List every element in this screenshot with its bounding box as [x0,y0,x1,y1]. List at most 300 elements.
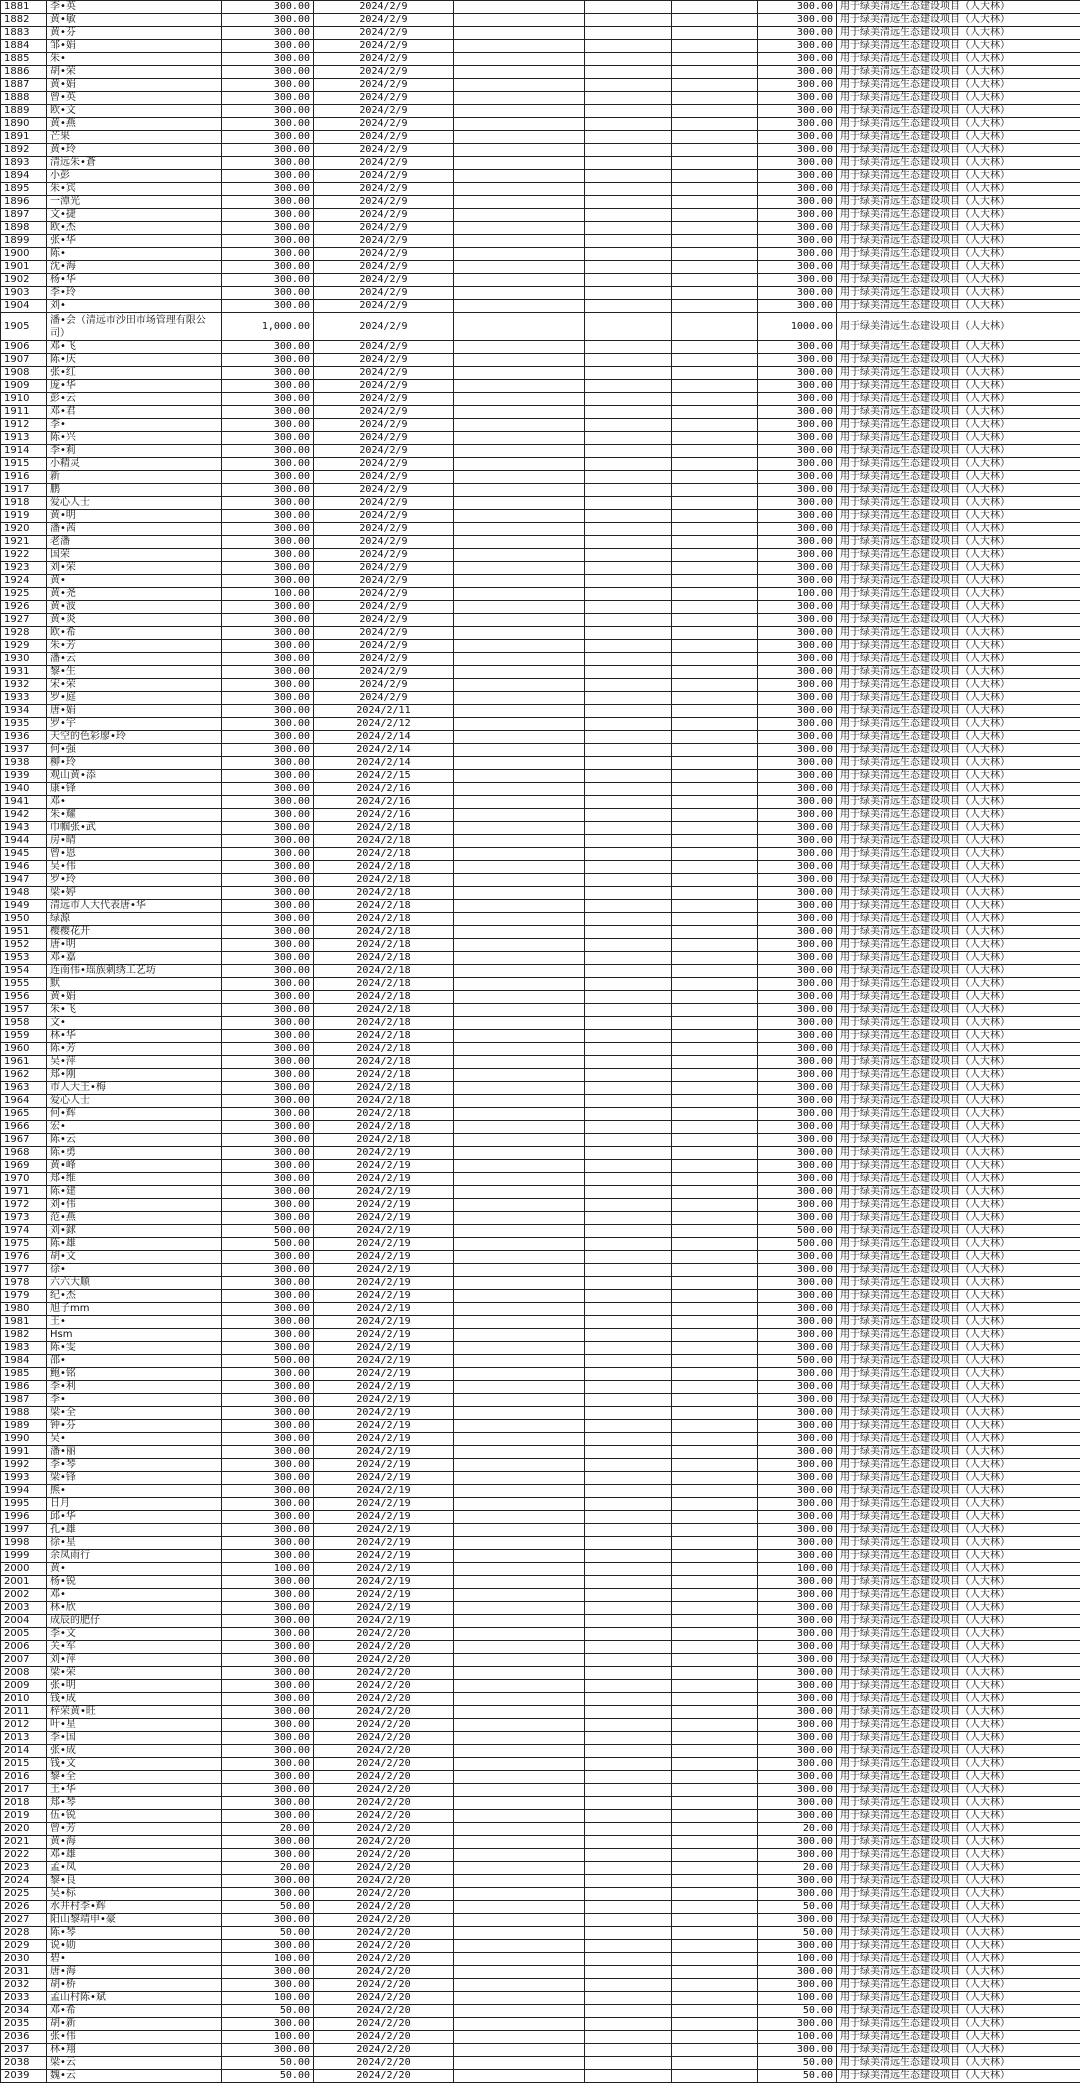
blank-cell [585,1524,672,1537]
blank-cell [585,40,672,53]
donor-name: 林•翔 [47,2044,222,2057]
donation-amount: 300.00 [222,1589,314,1602]
donor-name: 郑•刚 [47,1069,222,1082]
blank-cell [454,1186,585,1199]
row-number: 1973 [1,1212,47,1225]
row-number: 1981 [1,1316,47,1329]
used-amount: 300.00 [758,1680,837,1693]
blank-cell [585,627,672,640]
donation-date: 2024/2/20 [314,1758,454,1771]
table-row [1,1797,1080,1810]
donor-name: 新 [47,471,222,484]
blank-cell [585,1381,672,1394]
donor-name: 李• [47,419,222,432]
row-number: 1978 [1,1277,47,1290]
donor-name: 徐•星 [47,1537,222,1550]
donation-date: 2024/2/20 [314,1810,454,1823]
donor-name: 黄•燕 [47,118,222,131]
blank-cell [585,1056,672,1069]
donation-amount: 300.00 [222,287,314,300]
donation-amount: 300.00 [222,170,314,183]
donation-amount: 300.00 [222,627,314,640]
blank-cell [585,1836,672,1849]
purpose-cell: 用于绿美清远生态建设项目（人大林） [837,1771,1080,1784]
donor-name: 梁•荣 [47,1667,222,1680]
purpose-cell: 用于绿美清远生态建设项目（人大林） [837,991,1080,1004]
table-row [1,1173,1080,1186]
purpose-cell: 用于绿美清远生态建设项目（人大林） [837,1264,1080,1277]
donation-date: 2024/2/9 [314,157,454,170]
donation-amount: 300.00 [222,796,314,809]
row-number: 1965 [1,1108,47,1121]
donor-name: 黄•敏 [47,14,222,27]
blank-cell [672,1225,758,1238]
purpose-cell: 用于绿美清远生态建设项目（人大林） [837,1225,1080,1238]
row-number: 1911 [1,406,47,419]
purpose-cell: 用于绿美清远生态建设项目（人大林） [837,1550,1080,1563]
blank-cell [454,209,585,222]
donation-amount: 300.00 [222,1524,314,1537]
purpose-cell: 用于绿美清远生态建设项目（人大林） [837,1498,1080,1511]
blank-cell [454,926,585,939]
donation-date: 2024/2/9 [314,679,454,692]
donation-amount: 300.00 [222,1537,314,1550]
donation-amount: 300.00 [222,209,314,222]
donation-date: 2024/2/9 [314,601,454,614]
table-row [1,484,1080,497]
blank-cell [454,1628,585,1641]
donation-amount: 300.00 [222,1745,314,1758]
table-row [1,1082,1080,1095]
table-row [1,1849,1080,1862]
donor-name: 李•利 [47,1381,222,1394]
row-number: 1946 [1,861,47,874]
blank-cell [454,887,585,900]
row-number: 2015 [1,1758,47,1771]
used-amount: 300.00 [758,1160,837,1173]
used-amount: 300.00 [758,471,837,484]
donation-date: 2024/2/19 [314,1589,454,1602]
blank-cell [454,1680,585,1693]
purpose-cell: 用于绿美清远生态建设项目（人大林） [837,471,1080,484]
table-row [1,209,1080,222]
blank-cell [672,1693,758,1706]
blank-cell [672,1914,758,1927]
donor-name: 纪•杰 [47,1290,222,1303]
donation-date: 2024/2/9 [314,222,454,235]
table-row [1,157,1080,170]
blank-cell [454,848,585,861]
donation-date: 2024/2/20 [314,1875,454,1888]
purpose-cell: 用于绿美清远生态建设项目（人大林） [837,354,1080,367]
blank-cell [672,92,758,105]
blank-cell [672,144,758,157]
donation-amount: 300.00 [222,1277,314,1290]
purpose-cell: 用于绿美清远生态建设项目（人大林） [837,1017,1080,1030]
blank-cell [585,1784,672,1797]
donation-date: 2024/2/9 [314,640,454,653]
donor-name: 魏•云 [47,2070,222,2083]
blank-cell [672,1797,758,1810]
purpose-cell: 用于绿美清远生态建设项目（人大林） [837,1914,1080,1927]
blank-cell [454,1615,585,1628]
donation-amount: 100.00 [222,1563,314,1576]
table-row [1,1420,1080,1433]
table-row [1,1277,1080,1290]
purpose-cell: 用于绿美清远生态建设项目（人大林） [837,1407,1080,1420]
donor-name: 孟•凤 [47,1862,222,1875]
table-row [1,406,1080,419]
donation-date: 2024/2/9 [314,118,454,131]
table-row [1,196,1080,209]
donor-name: 文• [47,1017,222,1030]
donation-amount: 300.00 [222,1251,314,1264]
used-amount: 300.00 [758,1277,837,1290]
row-number: 1886 [1,66,47,79]
blank-cell [585,1615,672,1628]
used-amount: 50.00 [758,1927,837,1940]
blank-cell [454,952,585,965]
used-amount: 300.00 [758,1615,837,1628]
donation-amount: 300.00 [222,1654,314,1667]
donor-name: 胡•荣 [47,66,222,79]
purpose-cell: 用于绿美清远生态建设项目（人大林） [837,1784,1080,1797]
donation-amount: 300.00 [222,1784,314,1797]
used-amount: 300.00 [758,861,837,874]
blank-cell [585,2057,672,2070]
donation-amount: 300.00 [222,432,314,445]
table-row [1,105,1080,118]
donation-date: 2024/2/9 [314,692,454,705]
donor-name: 黄•炎 [47,614,222,627]
used-amount: 300.00 [758,705,837,718]
blank-cell [585,783,672,796]
donation-date: 2024/2/19 [314,1394,454,1407]
used-amount: 300.00 [758,926,837,939]
donor-name: 钟•芬 [47,1420,222,1433]
blank-cell [585,209,672,222]
used-amount: 300.00 [758,235,837,248]
blank-cell [454,1875,585,1888]
blank-cell [672,666,758,679]
blank-cell [585,1420,672,1433]
purpose-cell: 用于绿美清远生态建设项目（人大林） [837,2057,1080,2070]
donor-name: 王•华 [47,1784,222,1797]
blank-cell [454,1784,585,1797]
blank-cell [454,835,585,848]
purpose-cell: 用于绿美清远生态建设项目（人大林） [837,131,1080,144]
donor-name: 黄• [47,575,222,588]
donor-name: 李• [47,1394,222,1407]
blank-cell [585,1108,672,1121]
donor-name: 梓荣黄•旺 [47,1706,222,1719]
purpose-cell: 用于绿美清远生态建设项目（人大林） [837,1446,1080,1459]
blank-cell [672,835,758,848]
table-row [1,300,1080,313]
purpose-cell: 用于绿美清远生态建设项目（人大林） [837,1095,1080,1108]
blank-cell [585,1485,672,1498]
blank-cell [672,2005,758,2018]
table-row [1,1251,1080,1264]
table-row [1,1680,1080,1693]
table-row [1,1888,1080,1901]
donation-date: 2024/2/9 [314,549,454,562]
donor-name: 黎•全 [47,1771,222,1784]
row-number: 1900 [1,248,47,261]
used-amount: 300.00 [758,549,837,562]
donor-name: 小彭 [47,170,222,183]
blank-cell [585,432,672,445]
donation-amount: 300.00 [222,1693,314,1706]
blank-cell [454,822,585,835]
blank-cell [672,809,758,822]
blank-cell [454,1,585,14]
blank-cell [672,131,758,144]
blank-cell [585,105,672,118]
donation-date: 2024/2/9 [314,445,454,458]
blank-cell [454,991,585,1004]
donation-date: 2024/2/19 [314,1160,454,1173]
table-row [1,1043,1080,1056]
donor-name: 唐•海 [47,1966,222,1979]
blank-cell [672,1329,758,1342]
table-row [1,588,1080,601]
donation-date: 2024/2/14 [314,731,454,744]
blank-cell [454,1368,585,1381]
table-row [1,445,1080,458]
purpose-cell: 用于绿美清远生态建设项目（人大林） [837,196,1080,209]
purpose-cell: 用于绿美清远生态建设项目（人大林） [837,1797,1080,1810]
table-row [1,1901,1080,1914]
row-number: 1976 [1,1251,47,1264]
blank-cell [672,1,758,14]
table-row [1,1589,1080,1602]
blank-cell [672,874,758,887]
blank-cell [454,1992,585,2005]
blank-cell [672,1420,758,1433]
blank-cell [454,978,585,991]
row-number: 2028 [1,1927,47,1940]
blank-cell [454,27,585,40]
row-number: 1956 [1,991,47,1004]
blank-cell [454,1381,585,1394]
donation-amount: 300.00 [222,1615,314,1628]
used-amount: 300.00 [758,40,837,53]
donation-amount: 100.00 [222,2031,314,2044]
blank-cell [672,1446,758,1459]
blank-cell [454,53,585,66]
used-amount: 300.00 [758,1537,837,1550]
row-number: 2012 [1,1719,47,1732]
table-row [1,1446,1080,1459]
blank-cell [585,1251,672,1264]
blank-cell [454,1303,585,1316]
row-number: 1928 [1,627,47,640]
table-row [1,640,1080,653]
used-amount: 300.00 [758,261,837,274]
blank-cell [585,14,672,27]
blank-cell [454,1654,585,1667]
blank-cell [672,1654,758,1667]
used-amount: 300.00 [758,1550,837,1563]
purpose-cell: 用于绿美清远生态建设项目（人大林） [837,666,1080,679]
table-row [1,1602,1080,1615]
blank-cell [454,40,585,53]
row-number: 1984 [1,1355,47,1368]
blank-cell [454,157,585,170]
used-amount: 300.00 [758,1940,837,1953]
table-row [1,562,1080,575]
row-number: 2002 [1,1589,47,1602]
donation-date: 2024/2/16 [314,783,454,796]
blank-cell [454,1953,585,1966]
table-row [1,1966,1080,1979]
donor-name: 陈•雄 [47,1238,222,1251]
purpose-cell: 用于绿美清远生态建设项目（人大林） [837,170,1080,183]
blank-cell [672,1368,758,1381]
blank-cell [672,313,758,341]
purpose-cell: 用于绿美清远生态建设项目（人大林） [837,731,1080,744]
table-row [1,53,1080,66]
blank-cell [672,1472,758,1485]
blank-cell [454,1966,585,1979]
donation-amount: 300.00 [222,679,314,692]
blank-cell [585,653,672,666]
donation-amount: 300.00 [222,419,314,432]
donation-date: 2024/2/19 [314,1225,454,1238]
blank-cell [672,1342,758,1355]
purpose-cell: 用于绿美清远生态建设项目（人大林） [837,549,1080,562]
row-number: 1941 [1,796,47,809]
donor-name: 朱• [47,53,222,66]
blank-cell [672,497,758,510]
donation-date: 2024/2/9 [314,653,454,666]
blank-cell [672,640,758,653]
blank-cell [672,744,758,757]
blank-cell [585,1277,672,1290]
blank-cell [585,510,672,523]
blank-cell [585,640,672,653]
purpose-cell: 用于绿美清远生态建设项目（人大林） [837,1368,1080,1381]
blank-cell [672,209,758,222]
blank-cell [585,248,672,261]
table-row [1,313,1080,341]
blank-cell [672,274,758,287]
used-amount: 100.00 [758,1953,837,1966]
purpose-cell: 用于绿美清远生态建设项目（人大林） [837,222,1080,235]
donation-amount: 300.00 [222,757,314,770]
purpose-cell: 用于绿美清远生态建设项目（人大林） [837,1420,1080,1433]
row-number: 1936 [1,731,47,744]
purpose-cell: 用于绿美清远生态建设项目（人大林） [837,393,1080,406]
blank-cell [672,1836,758,1849]
blank-cell [454,1095,585,1108]
table-row [1,822,1080,835]
donation-date: 2024/2/19 [314,1615,454,1628]
donation-amount: 300.00 [222,1888,314,1901]
used-amount: 100.00 [758,2031,837,2044]
blank-cell [672,1953,758,1966]
blank-cell [454,341,585,354]
donation-amount: 300.00 [222,261,314,274]
purpose-cell: 用于绿美清远生态建设项目（人大林） [837,1745,1080,1758]
blank-cell [454,1004,585,1017]
table-row [1,1147,1080,1160]
donation-amount: 300.00 [222,2044,314,2057]
donation-amount: 300.00 [222,380,314,393]
row-number: 1989 [1,1420,47,1433]
donation-date: 2024/2/9 [314,53,454,66]
table-row [1,1407,1080,1420]
used-amount: 300.00 [758,1914,837,1927]
blank-cell [585,1511,672,1524]
blank-cell [672,1823,758,1836]
blank-cell [585,445,672,458]
used-amount: 300.00 [758,1966,837,1979]
donor-name: 刘• [47,300,222,313]
table-row [1,770,1080,783]
blank-cell [585,341,672,354]
blank-cell [585,1459,672,1472]
purpose-cell: 用于绿美清远生态建设项目（人大林） [837,235,1080,248]
donation-date: 2024/2/9 [314,274,454,287]
donor-name: 樱樱花开 [47,926,222,939]
donation-amount: 300.00 [222,1875,314,1888]
purpose-cell: 用于绿美清远生态建设项目（人大林） [837,458,1080,471]
table-row [1,419,1080,432]
donation-amount: 300.00 [222,1056,314,1069]
donation-amount: 300.00 [222,1147,314,1160]
donation-date: 2024/2/9 [314,209,454,222]
table-row [1,549,1080,562]
donation-date: 2024/2/9 [314,627,454,640]
donation-date: 2024/2/19 [314,1537,454,1550]
row-number: 1970 [1,1173,47,1186]
purpose-cell: 用于绿美清远生态建设项目（人大林） [837,510,1080,523]
donor-name: 阳山黎靖申•豪 [47,1914,222,1927]
donation-date: 2024/2/9 [314,105,454,118]
blank-cell [672,1498,758,1511]
table-row [1,1927,1080,1940]
donor-name: 杨•锐 [47,1576,222,1589]
purpose-cell: 用于绿美清远生态建设项目（人大林） [837,118,1080,131]
table-row [1,432,1080,445]
donation-date: 2024/2/20 [314,1914,454,1927]
used-amount: 300.00 [758,848,837,861]
blank-cell [454,380,585,393]
used-amount: 300.00 [758,1836,837,1849]
used-amount: 300.00 [758,1511,837,1524]
donation-amount: 300.00 [222,1706,314,1719]
donation-date: 2024/2/18 [314,900,454,913]
purpose-cell: 用于绿美清远生态建设项目（人大林） [837,1459,1080,1472]
row-number: 1882 [1,14,47,27]
donation-date: 2024/2/18 [314,913,454,926]
row-number: 1898 [1,222,47,235]
row-number: 1909 [1,380,47,393]
donation-date: 2024/2/9 [314,66,454,79]
blank-cell [672,1628,758,1641]
donation-date: 2024/2/19 [314,1459,454,1472]
blank-cell [454,1199,585,1212]
used-amount: 300.00 [758,1290,837,1303]
row-number: 1902 [1,274,47,287]
donation-date: 2024/2/19 [314,1602,454,1615]
donor-name: 国荣 [47,549,222,562]
donation-date: 2024/2/19 [314,1238,454,1251]
donation-amount: 300.00 [222,471,314,484]
blank-cell [585,731,672,744]
